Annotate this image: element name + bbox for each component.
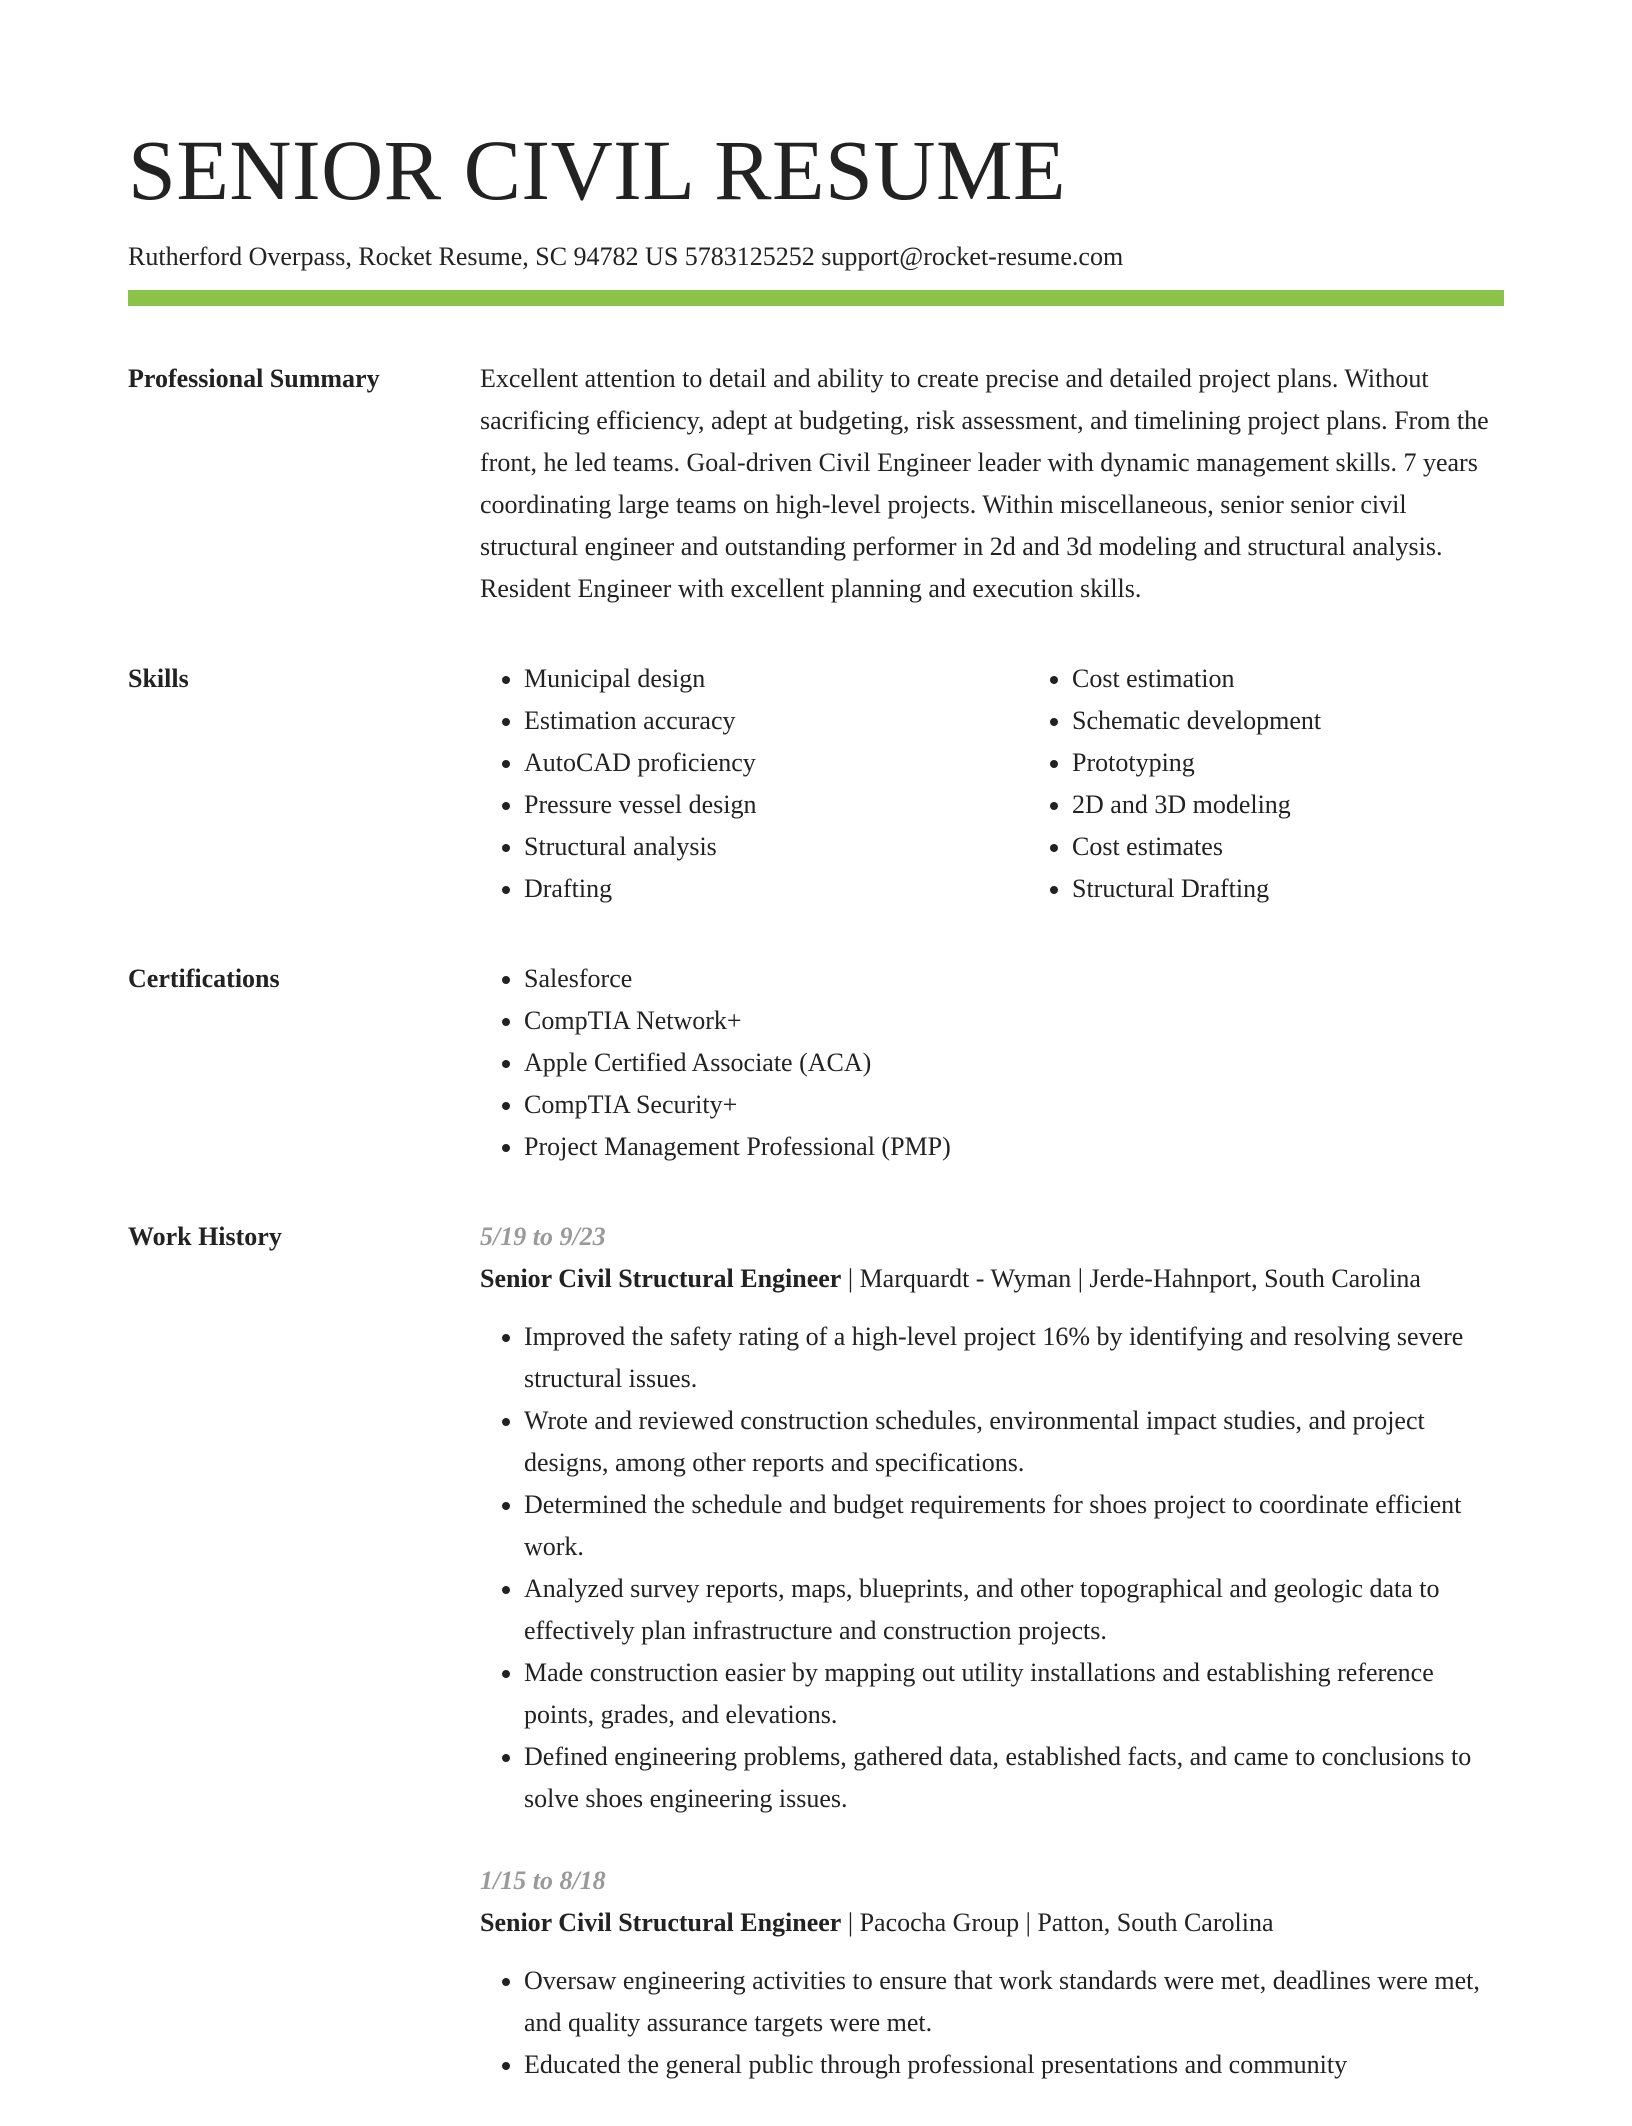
job-dates: 5/19 to 9/23: [480, 1222, 606, 1251]
skills-section: [128, 658, 1504, 910]
certification-item: • Project Management Professional (PMP): [524, 1126, 1504, 1168]
job-bullet: • Oversaw engineering activities to ensure that work standards were met, deadlines were met, and quality assurance targets were met.: [524, 1960, 1504, 2044]
certifications-body: [480, 958, 1504, 1168]
job-title: Senior Civil Structural Engineer: [480, 1908, 842, 1937]
skill-item: • Prototyping: [1072, 742, 1576, 784]
certifications-label: Certifications: [128, 964, 280, 993]
job-bullet: • Wrote and reviewed construction schedules, environmental impact studies, and project designs, among other reports and specifications.: [524, 1400, 1504, 1484]
skill-item: • Pressure vessel design: [524, 784, 1028, 826]
skill-item: • Estimation accuracy: [524, 700, 1028, 742]
certification-item: • Salesforce: [524, 958, 1504, 1000]
summary-section: [128, 358, 1504, 610]
job-title: Senior Civil Structural Engineer: [480, 1264, 842, 1293]
certification-item: • CompTIA Security+: [524, 1084, 1504, 1126]
skill-item: • 2D and 3D modeling: [1072, 784, 1576, 826]
job-entry: [480, 1860, 1504, 2086]
certification-item: • Apple Certified Associate (ACA): [524, 1042, 1504, 1084]
job-heading: [480, 1258, 1504, 1300]
job-bullet: • Educated the general public through professional presentations and community: [524, 2044, 1504, 2086]
skills-body: [480, 658, 1576, 910]
skill-item: • Drafting: [524, 868, 1028, 910]
resume-page: [128, 120, 1504, 2126]
work-history-section: [128, 1216, 1504, 2126]
job-entry: [480, 1216, 1504, 1820]
certifications-list: [480, 958, 1504, 1168]
job-bullet: • Defined engineering problems, gathered data, established facts, and came to conclusions to solve shoes engineering issues.: [524, 1736, 1504, 1820]
job-bullets: [480, 1316, 1504, 1820]
certification-item: • CompTIA Network+: [524, 1000, 1504, 1042]
skills-list-left: [480, 658, 1028, 910]
skill-item: • Municipal design: [524, 658, 1028, 700]
job-bullet: • Improved the safety rating of a high-level project 16% by identifying and resolving severe structural issues.: [524, 1316, 1504, 1400]
job-dates: 1/15 to 8/18: [480, 1866, 606, 1895]
summary-label: Professional Summary: [128, 364, 380, 393]
skill-item: • Cost estimation: [1072, 658, 1576, 700]
job-bullet: • Determined the schedule and budget requirements for shoes project to coordinate efficient work.: [524, 1484, 1504, 1568]
header-divider: [128, 290, 1504, 306]
skill-item: • Structural analysis: [524, 826, 1028, 868]
resume-title: SENIOR CIVIL RESUME: [128, 122, 1066, 218]
job-details: | Marquardt - Wyman | Jerde-Hahnport, South Carolina: [841, 1264, 1421, 1293]
summary-text: Excellent attention to detail and ability to create precise and detailed project plans. Without sacrificing efficiency, adept at budgeting, risk assessment, and timelining project plans. From the front, he led teams. Goal-driven Civil Engineer leader with dynamic management skills. 7 years coordinating large teams on high-level projects. Within miscellaneous, senior senior civil structural engineer and outstanding performer in 2d and 3d modeling and structural analysis. Resident Engineer with excellent planning and execution skills.: [480, 364, 1489, 603]
skill-item: • Schematic development: [1072, 700, 1576, 742]
work-history-body: [480, 1216, 1504, 2126]
work-history-label: Work History: [128, 1222, 282, 1251]
skills-list-right: [1028, 658, 1576, 910]
job-bullet: • Analyzed survey reports, maps, blueprints, and other topographical and geologic data to effectively plan infrastructure and construction projects.: [524, 1568, 1504, 1652]
skill-item: • Structural Drafting: [1072, 868, 1576, 910]
skill-item: • AutoCAD proficiency: [524, 742, 1028, 784]
skills-label: Skills: [128, 664, 189, 693]
job-heading: [480, 1902, 1504, 1944]
certifications-section: [128, 958, 1504, 1168]
job-bullets: [480, 1960, 1504, 2086]
contact-line: Rutherford Overpass, Rocket Resume, SC 94782 US 5783125252 support@rocket-resume.com: [128, 242, 1124, 271]
skill-item: • Cost estimates: [1072, 826, 1576, 868]
job-details: | Pacocha Group | Patton, South Carolina: [841, 1908, 1274, 1937]
summary-body: [480, 358, 1504, 610]
job-bullet: • Made construction easier by mapping out utility installations and establishing reference points, grades, and elevations.: [524, 1652, 1504, 1736]
